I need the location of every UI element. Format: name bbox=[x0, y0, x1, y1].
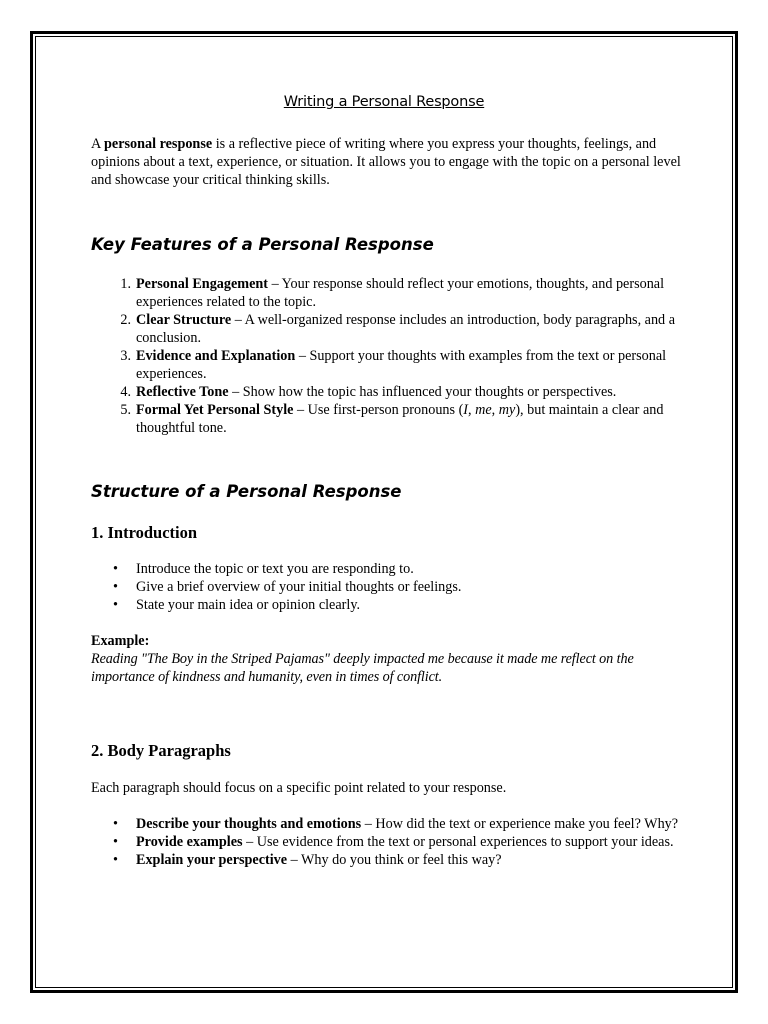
intro-paragraph bbox=[91, 135, 681, 189]
example-block bbox=[91, 632, 681, 686]
intro-text: is a reflective piece of writing where you express your thoughts, feelings, and opinions about a text, experience, or situation. It allows you to engage with the topic on a personal level and showcase your critical thinking skills. bbox=[91, 136, 681, 188]
introduction-bullets bbox=[91, 560, 681, 614]
example-label: Example: bbox=[91, 633, 150, 649]
list-item: • Provide examples – Use evidence from the text or personal experiences to support your ideas. bbox=[113, 834, 674, 850]
intro-term: personal response bbox=[104, 136, 213, 152]
body-bullets bbox=[91, 815, 681, 869]
list-item: • Introduce the topic or text you are responding to. bbox=[113, 561, 414, 577]
list-item: • Give a brief overview of your initial thoughts or feelings. bbox=[113, 579, 462, 595]
structure-heading: Structure of a Personal Response bbox=[91, 482, 402, 501]
features-list bbox=[91, 275, 681, 437]
list-item: 4. Reflective Tone – Show how the topic has influenced your thoughts or perspectives. bbox=[120, 384, 617, 400]
key-features-heading: Key Features of a Personal Response bbox=[91, 235, 434, 254]
list-item: • Explain your perspective – Why do you think or feel this way? bbox=[113, 852, 502, 868]
list-item: 1. Personal Engagement – Your response should reflect your emotions, thoughts, and personal experiences related to the topic. bbox=[120, 276, 665, 310]
list-item: 3. Evidence and Explanation – Support your thoughts with examples from the text or personal experiences. bbox=[120, 348, 667, 382]
list-item: 2. Clear Structure – A well-organized response includes an introduction, body paragraphs, and a conclusion. bbox=[120, 312, 675, 346]
body-paragraphs-heading: 2. Body Paragraphs bbox=[91, 741, 231, 760]
list-item: • State your main idea or opinion clearly. bbox=[113, 597, 361, 613]
example-text: Reading "The Boy in the Striped Pajamas" deeply impacted me because it made me reflect on the importance of kindness and humanity, even in times of conflict. bbox=[91, 651, 634, 685]
list-item: 5. Formal Yet Personal Style – Use first-person pronouns (I, me, my), but maintain a clear and thoughtful tone. bbox=[120, 402, 664, 436]
list-item: • Describe your thoughts and emotions – How did the text or experience make you feel? Why? bbox=[113, 816, 679, 832]
body-lead: Each paragraph should focus on a specific point related to your response. bbox=[91, 780, 507, 796]
introduction-heading: 1. Introduction bbox=[91, 523, 198, 542]
intro-prefix: A bbox=[91, 136, 105, 152]
document-title: Writing a Personal Response bbox=[283, 94, 485, 110]
